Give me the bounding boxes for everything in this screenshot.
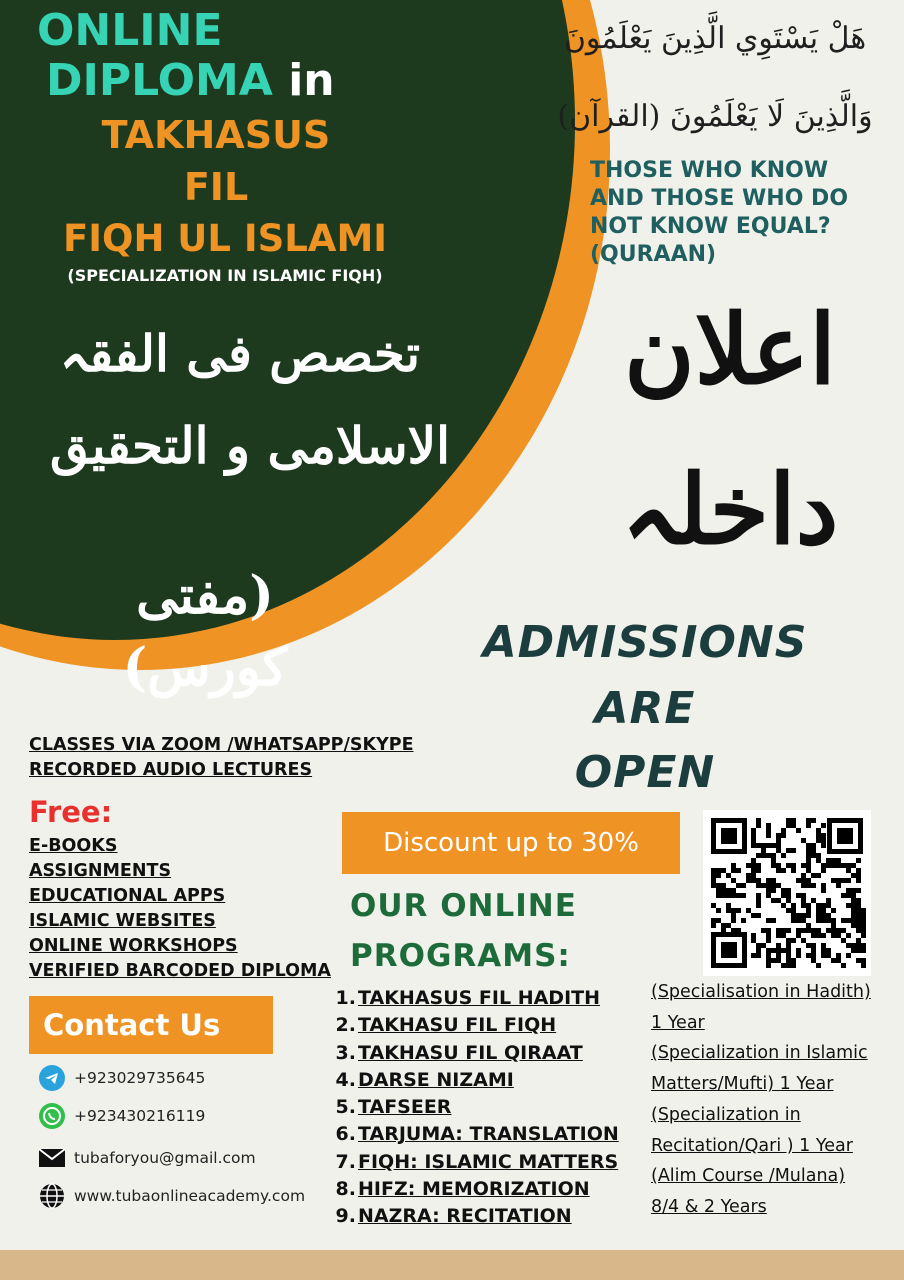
whatsapp-number: +923430216119 [74, 1107, 206, 1125]
program-item: 5. TAFSEER [335, 1096, 452, 1119]
title-takhasus: TAKHASUS [101, 113, 331, 157]
urdu-title-line2: الاسلامی و التحقیق [49, 416, 451, 475]
free-list [29, 834, 331, 984]
description-line: (Specialization in Islamic [651, 1043, 868, 1064]
english-quote-line2: AND THOSE WHO DO [590, 186, 849, 211]
description-line: Matters/Mufti) 1 Year [651, 1074, 834, 1095]
subtitle-specialization: (SPECIALIZATION IN ISLAMIC FIQH) [67, 266, 383, 285]
email-row[interactable] [38, 1144, 256, 1172]
program-item: 3. TAKHASU FIL QIRAAT [335, 1041, 583, 1064]
english-quote-line1: THOSE WHO KNOW [590, 158, 829, 183]
title-diploma-line [46, 56, 335, 106]
globe-icon [38, 1182, 66, 1210]
program-item: 1. TAKHASUS FIL HADITH [335, 987, 601, 1009]
description-line: 8/4 & 2 Years [651, 1196, 767, 1217]
email-address: tubaforyou@gmail.com [74, 1149, 256, 1167]
announcement-line1: اعلان [624, 293, 836, 406]
program-item: 6. TARJUMA: TRANSLATION [335, 1123, 619, 1146]
admissions-line2: ARE [594, 683, 696, 734]
bottom-strip [0, 1250, 904, 1280]
description-line: (Specialisation in Hadith) [651, 982, 871, 1002]
programs-heading-line2: PROGRAMS: [350, 938, 571, 974]
english-quote-line3: NOT KNOW EQUAL? [590, 214, 831, 239]
title-fil: FIL [183, 165, 249, 209]
classes-line1: CLASSES VIA ZOOM /WHATSAPP/SKYPE [29, 735, 414, 755]
free-item: EDUCATIONAL APPS [29, 886, 226, 906]
program-item: 9. NAZRA: RECITATION [335, 1205, 572, 1228]
title-diploma: DIPLOMA [46, 55, 273, 106]
free-item: ISLAMIC WEBSITES [29, 911, 216, 931]
programs-list [334, 985, 619, 1231]
title-fiqh-ul-islami: FIQH UL ISLAMI [62, 217, 388, 260]
free-item: ONLINE WORKSHOPS [29, 936, 238, 956]
telegram-icon [38, 1064, 66, 1092]
mail-icon [38, 1144, 66, 1172]
contact-us-button[interactable]: Contact Us [29, 996, 273, 1054]
telegram-number: +923029735645 [74, 1069, 206, 1087]
free-item: ASSIGNMENTS [29, 861, 172, 881]
classes-line2: RECORDED AUDIO LECTURES [29, 760, 313, 780]
english-quote-line4: (QURAAN) [590, 242, 717, 267]
description-line: (Specialization in [651, 1104, 801, 1125]
urdu-title-line3: (مفتی کورس) [122, 565, 288, 698]
english-quote [590, 157, 900, 269]
admissions-line3: OPEN [574, 747, 716, 798]
programs-heading-line1: OUR ONLINE [350, 888, 577, 924]
program-descriptions [651, 977, 871, 1223]
free-heading: Free: [29, 795, 113, 829]
qr-code [703, 810, 871, 976]
whatsapp-row[interactable] [38, 1102, 205, 1130]
website-row[interactable] [38, 1182, 305, 1210]
program-item: 8. HIFZ: MEMORIZATION [335, 1178, 590, 1201]
admissions-line1: ADMISSIONS [482, 617, 808, 668]
title-online: ONLINE [37, 5, 223, 56]
discount-banner: Discount up to 30% [342, 812, 680, 874]
urdu-title-line1: تخصص فی الفقہ [59, 324, 421, 383]
description-line: 1 Year [651, 1012, 705, 1033]
arabic-quote-line2: وَالَّذِينَ لَا يَعْلَمُونَ (القرآن) [557, 99, 873, 134]
program-item: 7. FIQH: ISLAMIC MATTERS [335, 1150, 619, 1173]
program-item: 4. DARSE NIZAMI [335, 1068, 514, 1091]
arabic-quote-line1: هَلْ يَسْتَوِي الَّذِينَ يَعْلَمُونَ [563, 21, 867, 56]
website-url: www.tubaonlineacademy.com [74, 1187, 306, 1205]
telegram-row[interactable] [38, 1064, 205, 1092]
description-line: Recitation/Qari ) 1 Year [651, 1135, 853, 1156]
free-item: E-BOOKS [29, 836, 118, 856]
program-item: 2. TAKHASU FIL FIQH [335, 1014, 557, 1037]
description-line: (Alim Course /Mulana) [651, 1166, 846, 1187]
whatsapp-icon [38, 1102, 66, 1130]
announcement-line2: داخلہ [621, 453, 839, 566]
free-item: VERIFIED BARCODED DIPLOMA [29, 961, 331, 981]
title-in: in [288, 55, 335, 106]
